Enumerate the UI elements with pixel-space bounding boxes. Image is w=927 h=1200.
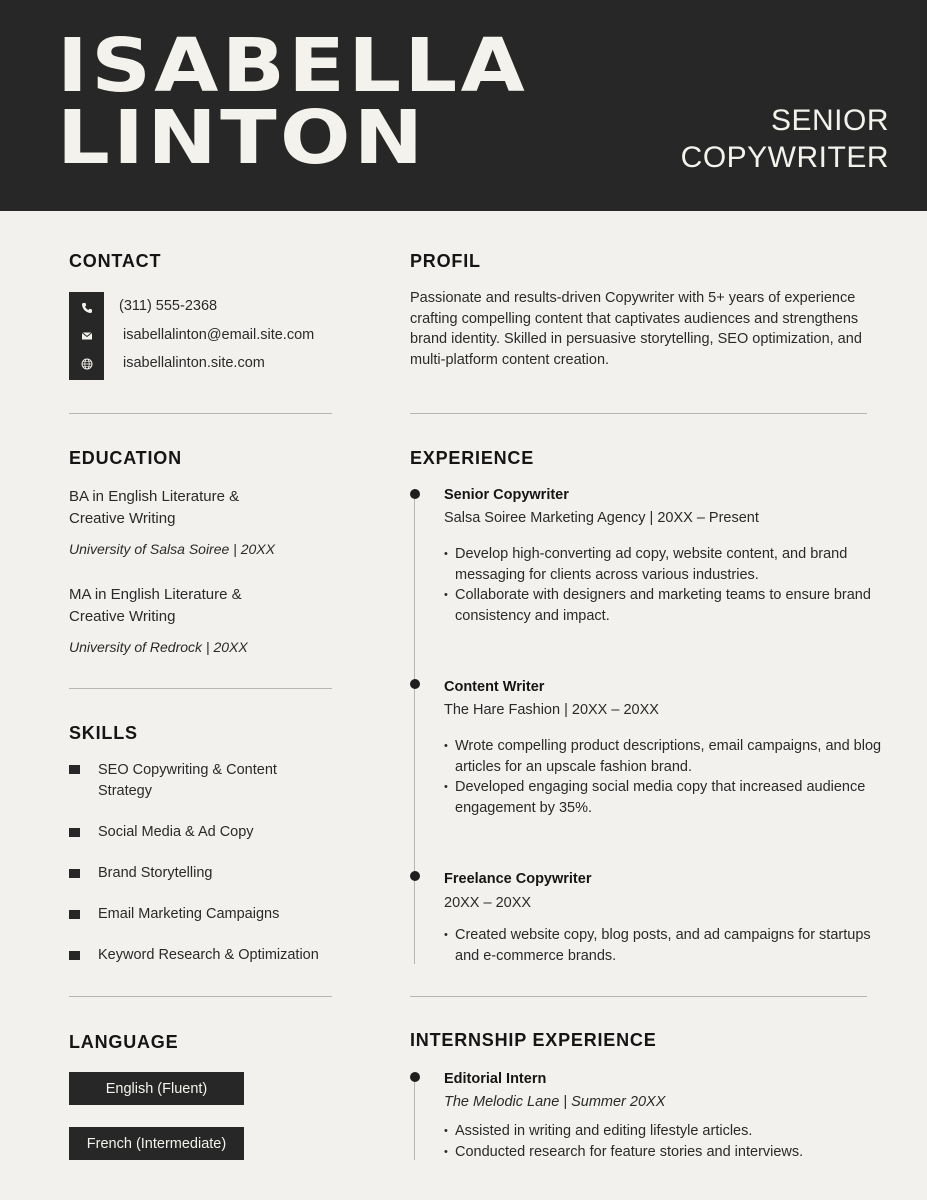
contact-heading: CONTACT: [69, 251, 162, 271]
candidate-name: [57, 23, 529, 181]
email-icon: [69, 322, 104, 350]
job-role: Editorial Intern: [444, 1071, 547, 1087]
timeline-dot: [410, 1072, 420, 1082]
profile-heading: PROFIL: [410, 251, 481, 271]
globe-icon: [69, 350, 104, 378]
contact-icon-bar: [69, 292, 104, 380]
job-title: [681, 102, 889, 176]
job-title-line2: COPYWRITER: [680, 141, 889, 174]
resume-header: [0, 0, 927, 211]
education-heading: EDUCATION: [69, 448, 182, 468]
timeline-dot: [410, 871, 420, 881]
profile-text: Passionate and results-driven Copywriter with 5+ years of experience crafting compelling content that captivates audiences and strengthens brand identity. Skilled in persuasive storytelling, SEO optimization, and multi-platform content creation.: [410, 290, 862, 368]
job-bullets: [444, 925, 884, 966]
language-badge: English (Fluent): [69, 1072, 244, 1105]
phone-icon: [69, 294, 104, 322]
divider: [69, 413, 332, 414]
timeline-line: [414, 1077, 415, 1160]
last-name: LINTON: [57, 95, 427, 181]
internship-heading: INTERNSHIP EXPERIENCE: [410, 1030, 657, 1050]
job-title-line1: SENIOR: [770, 104, 889, 137]
job-company: 20XX – 20XX: [444, 895, 532, 911]
skill-item: Social Media & Ad Copy: [98, 824, 254, 840]
divider: [410, 413, 867, 414]
job-role: Senior Copywriter: [444, 487, 569, 503]
skill-item: Brand Storytelling: [98, 865, 213, 881]
job-bullets: [444, 736, 884, 818]
bullet-item: • Collaborate with designers and marketing teams to ensure brand consistency and impact.: [444, 585, 884, 626]
education-degree: [69, 584, 242, 628]
education-school: University of Redrock | 20XX: [69, 639, 248, 655]
timeline-line: [414, 494, 415, 964]
degree-line: BA in English Literature &: [69, 488, 240, 505]
skill-line: SEO Copywriting & Content: [98, 762, 277, 778]
education-school: University of Salsa Soiree | 20XX: [69, 541, 275, 557]
bullet-item: • Conducted research for feature stories and interviews.: [444, 1142, 884, 1163]
timeline-dot: [410, 679, 420, 689]
language-badge: French (Intermediate): [69, 1127, 244, 1160]
bullet-square-icon: [69, 828, 80, 837]
language-heading: LANGUAGE: [69, 1032, 179, 1052]
skill-item: Email Marketing Campaigns: [98, 906, 280, 922]
bullet-square-icon: [69, 765, 80, 774]
degree-line: MA in English Literature &: [69, 586, 242, 603]
bullet-square-icon: [69, 910, 80, 919]
job-company: The Hare Fashion | 20XX – 20XX: [444, 702, 659, 718]
bullet-item: • Assisted in writing and editing lifestyle articles.: [444, 1121, 884, 1142]
bullet-square-icon: [69, 869, 80, 878]
degree-line: Creative Writing: [69, 608, 176, 625]
bullet-item: • Wrote compelling product descriptions, email campaigns, and blog articles for an upscale fashion brand.: [444, 736, 884, 777]
divider: [410, 996, 867, 997]
job-role: Freelance Copywriter: [444, 871, 592, 887]
bullet-square-icon: [69, 951, 80, 960]
job-company: The Melodic Lane | Summer 20XX: [444, 1094, 666, 1110]
skill-item: Keyword Research & Optimization: [98, 947, 319, 963]
divider: [69, 688, 332, 689]
education-degree: [69, 486, 239, 530]
bullet-item: • Develop high-converting ad copy, website content, and brand messaging for clients across various industries.: [444, 544, 884, 585]
job-bullets: [444, 1121, 884, 1162]
job-role: Content Writer: [444, 679, 545, 695]
skill-item: [98, 760, 277, 802]
first-name: ISABELLA: [57, 23, 529, 109]
skill-line: Strategy: [98, 783, 152, 799]
job-bullets: [444, 544, 884, 626]
contact-phone: (311) 555-2368: [119, 298, 218, 314]
divider: [69, 996, 332, 997]
contact-website: isabellalinton.site.com: [123, 355, 265, 371]
timeline-dot: [410, 489, 420, 499]
experience-heading: EXPERIENCE: [410, 448, 535, 468]
contact-email: isabellalinton@email.site.com: [123, 327, 315, 343]
skills-heading: SKILLS: [69, 723, 138, 743]
bullet-item: • Created website copy, blog posts, and ad campaigns for startups and e-commerce brands.: [444, 925, 884, 966]
job-company: Salsa Soiree Marketing Agency | 20XX – Present: [444, 510, 759, 526]
bullet-item: • Developed engaging social media copy that increased audience engagement by 35%.: [444, 777, 884, 818]
degree-line: Creative Writing: [69, 510, 176, 527]
